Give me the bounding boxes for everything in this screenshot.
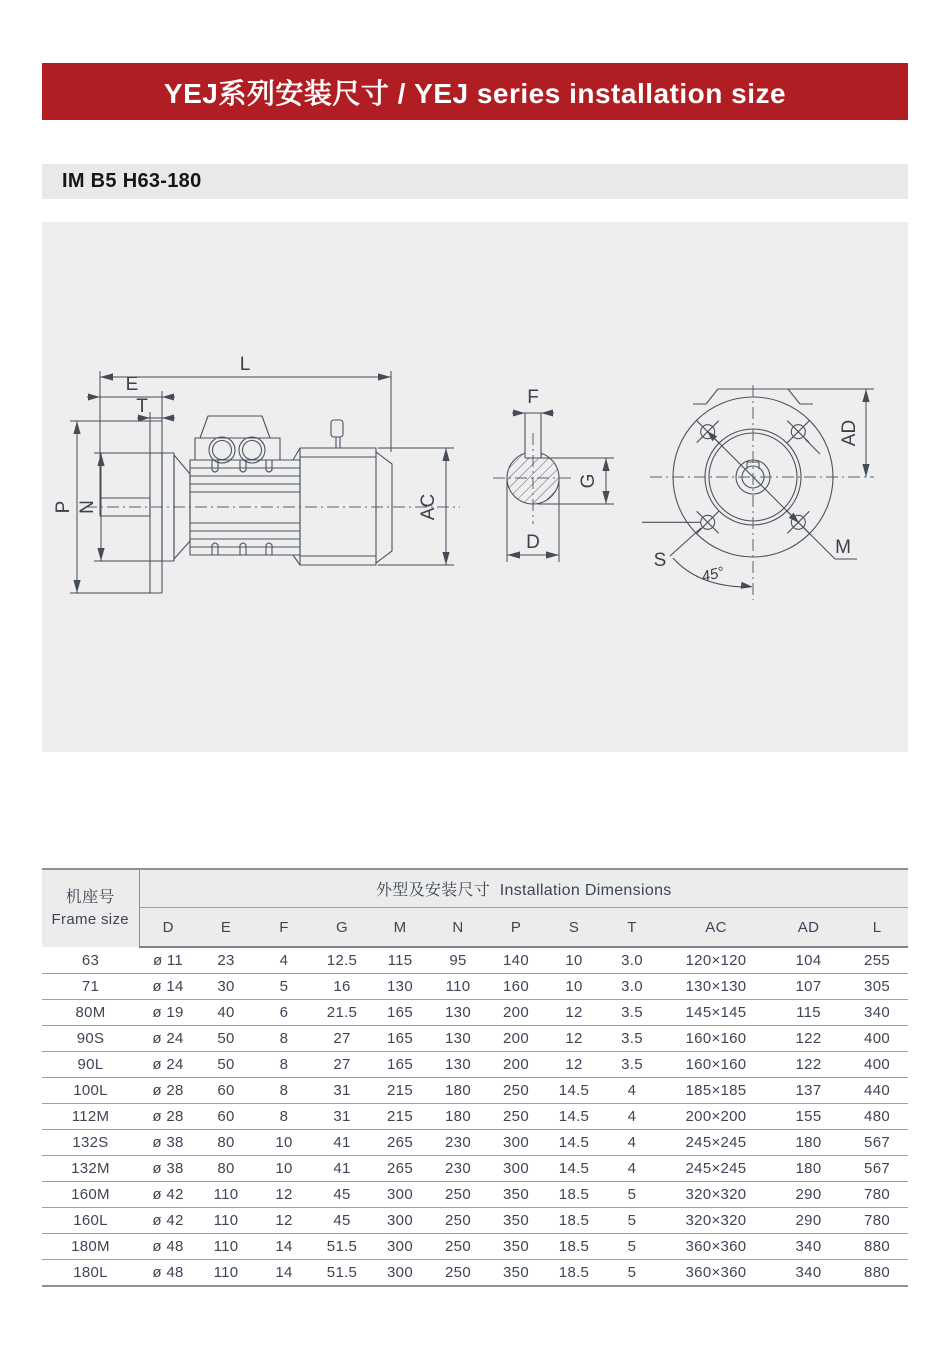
dimension-cell: 115 [771,1000,846,1026]
dimension-cell: 200×200 [661,1104,771,1130]
dimension-cell: 80 [197,1156,255,1182]
dimension-cell: 3.5 [603,1026,661,1052]
dimension-cell: 12.5 [313,947,371,974]
dimension-cell: 320×320 [661,1208,771,1234]
dimension-cell: 160×160 [661,1052,771,1078]
section-label-bar [42,164,908,199]
dimension-cell: 115 [371,947,429,974]
dimension-cell: 250 [429,1260,487,1287]
dimension-cell: ø 38 [139,1156,197,1182]
table-row [42,1234,908,1260]
frame-size-header [42,869,139,947]
column-header: N [429,908,487,948]
dim-label-e: E [125,374,139,395]
dimension-cell: 265 [371,1130,429,1156]
dimension-cell: 245×245 [661,1156,771,1182]
dimension-cell: 12 [255,1208,313,1234]
dimension-cell: 137 [771,1078,846,1104]
dimension-cell: 27 [313,1052,371,1078]
table-row [42,1260,908,1287]
dimension-cell: 180 [771,1130,846,1156]
dimension-cell: 51.5 [313,1234,371,1260]
dimension-cell: 21.5 [313,1000,371,1026]
dimension-cell: 14.5 [545,1130,603,1156]
dimension-cell: 130 [429,1052,487,1078]
dimension-cell: 185×185 [661,1078,771,1104]
dimension-cell: 4 [603,1104,661,1130]
drawing-panel [42,222,908,752]
shaft-section-view [493,387,614,562]
dimension-cell: ø 38 [139,1130,197,1156]
table-row [42,1182,908,1208]
dimension-cell: 3.5 [603,1052,661,1078]
dimension-cell: 110 [197,1182,255,1208]
dimension-cell: 10 [255,1156,313,1182]
dimension-cell: 120×120 [661,947,771,974]
dimension-cell: ø 24 [139,1026,197,1052]
group-header [139,869,908,908]
dimension-cell: 130×130 [661,974,771,1000]
dimension-cell: 5 [603,1234,661,1260]
flange-front-view [642,385,874,600]
dimension-cell: 250 [487,1104,545,1130]
column-header-row [42,908,908,948]
frame-size-cell: 100L [42,1078,139,1104]
dimension-cell: 4 [255,947,313,974]
dimension-cell: 780 [846,1182,908,1208]
table-row [42,947,908,974]
frame-size-cell: 63 [42,947,139,974]
dimension-cell: 5 [603,1260,661,1287]
dimension-cell: 8 [255,1026,313,1052]
dimension-cell: 155 [771,1104,846,1130]
column-header: F [255,908,313,948]
frame-size-cell: 132M [42,1156,139,1182]
dimension-cell: 12 [545,1026,603,1052]
page-title: YEJ系列安装尺寸 / YEJ series installation size [163,77,787,109]
dimension-cell: 215 [371,1104,429,1130]
table-row [42,1026,908,1052]
dimension-cell: 18.5 [545,1260,603,1287]
dimension-cell: 60 [197,1104,255,1130]
dimension-cell: ø 28 [139,1078,197,1104]
dimension-cell: 250 [487,1078,545,1104]
dimension-cell: 10 [255,1130,313,1156]
dimension-cell: 165 [371,1052,429,1078]
dimension-cell: 350 [487,1208,545,1234]
dimension-cell: 255 [846,947,908,974]
dimension-cell: 165 [371,1026,429,1052]
dimension-cell: 30 [197,974,255,1000]
table-body [42,947,908,1286]
dimension-cell: 130 [371,974,429,1000]
frame-size-cell: 112M [42,1104,139,1130]
dimension-cell: 320×320 [661,1182,771,1208]
dimension-cell: 130 [429,1026,487,1052]
dimension-cell: 160×160 [661,1026,771,1052]
motor-side-view [53,354,460,593]
frame-size-cell: 90L [42,1052,139,1078]
dimension-cell: 10 [545,947,603,974]
dimension-cell: 45 [313,1182,371,1208]
dimension-cell: 3.5 [603,1000,661,1026]
dimension-cell: 300 [371,1208,429,1234]
column-header: L [846,908,908,948]
dimension-cell: 300 [487,1130,545,1156]
dimension-cell: 290 [771,1208,846,1234]
dimension-cell: ø 14 [139,974,197,1000]
dimension-cell: 14 [255,1234,313,1260]
frame-size-cell: 180L [42,1260,139,1287]
dimension-cell: ø 42 [139,1208,197,1234]
dimension-cell: 104 [771,947,846,974]
column-header: P [487,908,545,948]
dimension-cell: ø 24 [139,1052,197,1078]
column-header: S [545,908,603,948]
frame-size-cell: 160L [42,1208,139,1234]
dimension-cell: ø 11 [139,947,197,974]
dimension-cell: 305 [846,974,908,1000]
dimension-cell: 51.5 [313,1260,371,1287]
dimension-cell: 340 [771,1234,846,1260]
frame-size-cell: 160M [42,1182,139,1208]
dimension-cell: 31 [313,1104,371,1130]
dimension-cell: 60 [197,1078,255,1104]
dim-label-n: N [77,500,98,514]
dim-label-f: F [527,387,539,408]
dimension-cell: 215 [371,1078,429,1104]
dimension-cell: 16 [313,974,371,1000]
table-row [42,1130,908,1156]
dimension-cell: 110 [429,974,487,1000]
dimension-cell: 250 [429,1182,487,1208]
frame-size-cell: 80M [42,1000,139,1026]
dimension-cell: 41 [313,1156,371,1182]
column-header: T [603,908,661,948]
column-header: AD [771,908,846,948]
dimension-cell: 300 [371,1260,429,1287]
frame-size-cell: 180M [42,1234,139,1260]
dim-label-m: M [835,537,851,558]
group-header-zh: 外型及安装尺寸 [375,882,491,899]
dimension-cell: 340 [846,1000,908,1026]
dimension-cell: 567 [846,1130,908,1156]
dimension-cell: 480 [846,1104,908,1130]
group-header-en: Installation Dimensions [499,882,672,899]
dimension-cell: 41 [313,1130,371,1156]
dimension-cell: 50 [197,1052,255,1078]
dimension-cell: 4 [603,1156,661,1182]
dimension-cell: 140 [487,947,545,974]
dimension-cell: 14.5 [545,1156,603,1182]
dimension-cell: 880 [846,1234,908,1260]
frame-size-cell: 71 [42,974,139,1000]
column-header: E [197,908,255,948]
dimension-cell: 31 [313,1078,371,1104]
dim-label-t: T [136,396,148,417]
dimension-cell: 8 [255,1078,313,1104]
dimension-cell: 300 [487,1156,545,1182]
dimension-cell: 265 [371,1156,429,1182]
dimension-cell: 4 [603,1078,661,1104]
dim-label-p: P [53,500,74,514]
dim-label-s: S [653,550,667,571]
dimension-cell: 290 [771,1182,846,1208]
column-header: G [313,908,371,948]
frame-size-header-zh: 机座号 [65,888,115,906]
dimension-cell: 780 [846,1208,908,1234]
dimension-cell: 122 [771,1026,846,1052]
dim-label-ad: AD [839,419,860,447]
dimension-cell: 110 [197,1208,255,1234]
frame-size-cell: 90S [42,1026,139,1052]
dimension-cell: 27 [313,1026,371,1052]
dimension-cell: 14.5 [545,1104,603,1130]
column-header: AC [661,908,771,948]
dimension-cell: 165 [371,1000,429,1026]
dimension-cell: 130 [429,1000,487,1026]
dimension-cell: 350 [487,1260,545,1287]
dimension-cell: 180 [429,1104,487,1130]
page-content [42,63,908,1287]
column-header: M [371,908,429,948]
dimension-cell: ø 42 [139,1182,197,1208]
dimension-cell: 245×245 [661,1130,771,1156]
dimension-cell: 230 [429,1156,487,1182]
dim-label-l: L [239,354,251,375]
dimension-cell: 300 [371,1182,429,1208]
dimension-cell: 107 [771,974,846,1000]
dimension-cell: 18.5 [545,1234,603,1260]
dimension-cell: ø 28 [139,1104,197,1130]
dimension-cell: 4 [603,1130,661,1156]
dimension-cell: 3.0 [603,974,661,1000]
dimension-cell: 230 [429,1130,487,1156]
dimension-cell: 350 [487,1182,545,1208]
dimension-cell: 360×360 [661,1260,771,1287]
dimension-cell: 145×145 [661,1000,771,1026]
dim-label-d: D [526,532,540,553]
dimension-cell: 400 [846,1026,908,1052]
dimension-cell: 6 [255,1000,313,1026]
dimension-cell: 200 [487,1000,545,1026]
dimension-cell: 440 [846,1078,908,1104]
dimension-cell: 360×360 [661,1234,771,1260]
table-row [42,1000,908,1026]
frame-size-cell: 132S [42,1130,139,1156]
table-row [42,1104,908,1130]
table-row [42,974,908,1000]
table-row [42,1052,908,1078]
dimension-cell: 8 [255,1052,313,1078]
dimension-cell: 14 [255,1260,313,1287]
dimension-cell: 122 [771,1052,846,1078]
dimension-cell: 180 [429,1078,487,1104]
dimension-cell: 18.5 [545,1182,603,1208]
dimension-cell: ø 19 [139,1000,197,1026]
frame-size-header-en: Frame size [51,910,129,928]
dimension-cell: 50 [197,1026,255,1052]
section-label: IM B5 H63-180 [62,170,202,192]
dimension-cell: 8 [255,1104,313,1130]
dimension-cell: 200 [487,1052,545,1078]
dimension-cell: 350 [487,1234,545,1260]
dimension-cell: 200 [487,1026,545,1052]
dimension-cell: 12 [545,1052,603,1078]
dimension-cell: 250 [429,1208,487,1234]
dimension-cell: 18.5 [545,1208,603,1234]
dimension-cell: 110 [197,1234,255,1260]
column-header: D [139,908,197,948]
dimension-cell: 40 [197,1000,255,1026]
dimension-cell: 880 [846,1260,908,1287]
title-banner [42,63,908,120]
dimension-cell: 180 [771,1156,846,1182]
table-row [42,1208,908,1234]
dimension-cell: 300 [371,1234,429,1260]
table-row [42,1078,908,1104]
dimension-cell: 95 [429,947,487,974]
table-row [42,1156,908,1182]
dimension-cell: 12 [255,1182,313,1208]
dimension-cell: 340 [771,1260,846,1287]
angle-label: 45° [699,563,726,586]
dimension-cell: 80 [197,1130,255,1156]
dimension-cell: 567 [846,1156,908,1182]
technical-drawing [42,222,908,752]
dimension-cell: 45 [313,1208,371,1234]
dimension-cell: 3.0 [603,947,661,974]
dimension-cell: 250 [429,1234,487,1260]
dim-label-ac: AC [418,493,439,521]
dimension-cell: ø 48 [139,1234,197,1260]
dimension-cell: 10 [545,974,603,1000]
dimension-cell: 5 [603,1182,661,1208]
dimension-cell: 400 [846,1052,908,1078]
dim-label-g: G [578,473,599,489]
dimension-cell: 12 [545,1000,603,1026]
dimension-cell: 5 [255,974,313,1000]
dimension-cell: 110 [197,1260,255,1287]
dimensions-table [42,868,908,1287]
dimension-cell: ø 48 [139,1260,197,1287]
dimension-cell: 23 [197,947,255,974]
dimension-cell: 160 [487,974,545,1000]
dimension-cell: 14.5 [545,1078,603,1104]
dimension-cell: 5 [603,1208,661,1234]
